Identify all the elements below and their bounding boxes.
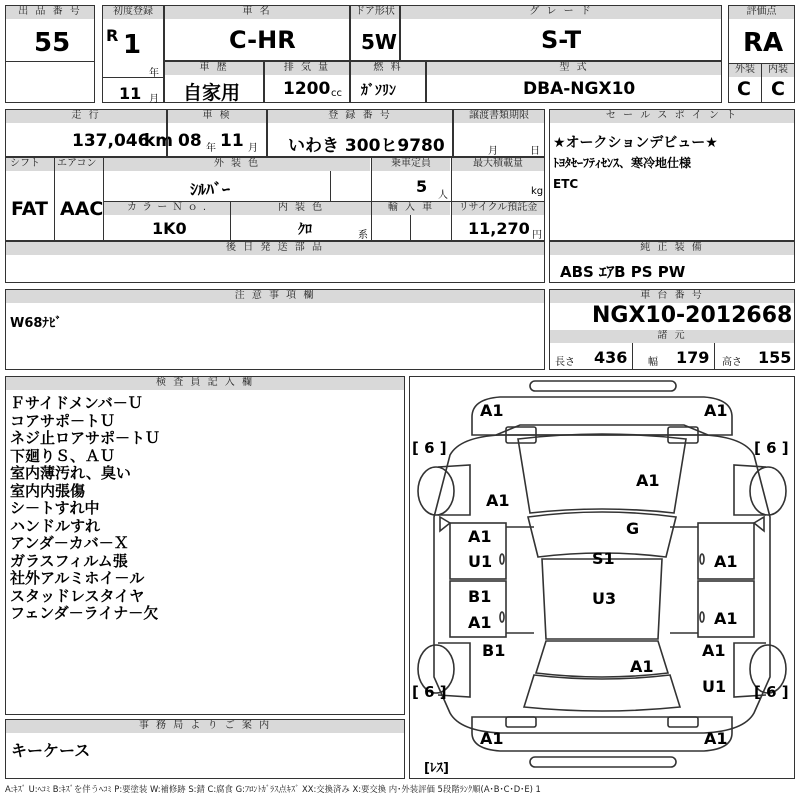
first-reg-era: R: [106, 26, 119, 45]
lot-number-box: [5, 5, 95, 103]
inspector-note: コアサポ－トＵ: [10, 411, 116, 430]
displacement-header: 排 気 量: [265, 62, 349, 75]
fuel-box: [350, 61, 426, 103]
diagram-no-spare: [ﾚｽ]: [424, 761, 449, 776]
diagram-front-right: A1: [704, 401, 728, 420]
chassis-header: 車 台 番 号: [550, 290, 794, 303]
ext-color-header: 外 装 色: [104, 158, 370, 171]
int-color-unit: 系: [358, 230, 368, 241]
width-value: 179: [676, 348, 710, 367]
first-reg-month: 11: [119, 84, 142, 103]
model-code: DBA-NGX10: [523, 79, 636, 99]
inspector-note: フェンダ－ライナ－欠: [10, 604, 159, 622]
first-reg-header: 初度登録: [103, 6, 163, 19]
first-registration-box: [102, 5, 164, 103]
first-reg-month-unit: 月: [149, 94, 159, 105]
first-reg-year: 1: [123, 30, 142, 60]
score-header: 評価点: [729, 6, 794, 19]
length-label: 長さ: [555, 357, 575, 368]
displacement-unit: cc: [331, 88, 342, 99]
inspector-note: 下廻りＳ、ＡＵ: [10, 446, 116, 465]
inspector-note: ガラスフィルム張: [10, 551, 128, 570]
max-load-header: 最大積載量: [452, 158, 544, 171]
transfer-month-unit: 月: [488, 146, 498, 157]
inspector-note: 室内薄汚れ、臭い: [10, 464, 131, 482]
later-parts-box: [5, 241, 545, 283]
recycle-header: リサイクル預託金: [452, 202, 544, 215]
recycle-value: 11,270: [468, 219, 530, 238]
exterior-header: 外装: [729, 64, 761, 77]
office-info: キーケース: [11, 741, 91, 760]
height-label: 高さ: [722, 357, 742, 368]
inspection-box: [167, 109, 267, 157]
diagram-tire-rl: [ 6 ]: [412, 683, 447, 701]
dims-header: 諸 元: [550, 330, 794, 343]
score: RA: [743, 28, 784, 58]
interior-header: 内装: [762, 64, 794, 77]
office-box: [5, 719, 405, 779]
notes-box: [5, 289, 545, 370]
diagram-rear-right: A1: [704, 729, 728, 748]
grade: S-T: [541, 26, 582, 54]
diagram-tire-rr: [ 6 ]: [754, 683, 789, 701]
interior-grade: C: [771, 78, 785, 100]
diagram-l-front-door: A1: [468, 527, 492, 546]
chassis-box: [549, 289, 795, 370]
sales-point-3: ETC: [553, 177, 579, 191]
inspection-header: 車 検: [168, 110, 266, 123]
ext-color: ｼﾙﾊﾞｰ: [190, 180, 231, 199]
diagram-tire-fl: [ 6 ]: [412, 439, 447, 457]
capacity-unit: 人: [438, 190, 448, 201]
grade-box: [400, 5, 722, 61]
car-name-box: [164, 5, 350, 61]
legend-text: A:ｷｽﾞ U:ﾍｺﾐ B:ｷｽﾞを伴うﾍｺﾐ P:要塗装 W:補修跡 S:錆 C:腐食 G:ﾌﾛﾝﾄｶﾞﾗｽ点ｷｽﾞ XX:交換済み X:要交換 内･外装評価 5段階ﾗﾝｸ順(A･B･C･D･E) 1: [5, 784, 541, 794]
transfer-deadline-box: [453, 109, 545, 157]
inspector-note: 社外アルミホイ－ル: [10, 569, 145, 587]
mileage-unit: km: [144, 131, 174, 151]
color-no-header: カ ラ ー Ｎ ｏ .: [104, 202, 230, 215]
registration-box: [267, 109, 453, 157]
shift-header: シフト: [6, 158, 54, 171]
inspector-note: 室内内張傷: [10, 481, 86, 500]
color-number: 1K0: [152, 219, 187, 238]
mileage-value: 137,046: [72, 131, 150, 151]
diagram-front-left: A1: [480, 401, 504, 420]
sales-point-2: ﾄﾖﾀｾｰﾌﾃｨｾﾝｽ、寒冷地仕様: [553, 156, 692, 170]
capacity-value: 5: [416, 177, 428, 196]
inspector-note: アンダ－カバ－Ｘ: [10, 534, 129, 552]
history-header: 車 歴: [165, 62, 263, 75]
notes-header: 注 意 事 項 欄: [6, 290, 544, 303]
first-reg-year-unit: 年: [149, 68, 159, 79]
exterior-grade: C: [737, 78, 751, 100]
inspection-year-unit: 年: [206, 143, 216, 154]
shift-type: FAT: [11, 198, 48, 220]
inspection-month-unit: 月: [248, 143, 258, 154]
car-diagram-box: [409, 376, 795, 779]
sales-point-1: ★オークションデビュー★: [553, 135, 718, 151]
inspector-note: シ－トすれ中: [10, 499, 100, 517]
chassis-number: NGX10-2012668: [592, 303, 793, 328]
capacity-header: 乗車定員: [372, 158, 450, 171]
inspector-note: ハンドルすれ: [10, 516, 101, 535]
mileage-header: 走 行: [6, 110, 166, 123]
model-code-header: 型 式: [427, 62, 721, 75]
displacement-value: 1200: [283, 79, 331, 99]
inspection-month: 11: [220, 131, 244, 151]
int-color: ｸﾛ: [298, 222, 312, 238]
genuine-header: 純 正 装 備: [550, 242, 794, 255]
notes-text: W68ﾅﾋﾞ: [10, 316, 62, 331]
diagram-roof: S1: [592, 549, 615, 568]
sales-points-box: [549, 109, 795, 241]
diagram-l-rear-door: B1: [468, 587, 492, 606]
diagram-r-rear-fender: A1: [702, 641, 726, 660]
width-label: 幅: [648, 357, 658, 368]
length-value: 436: [594, 348, 628, 367]
diagram-r-front-door: A1: [714, 552, 738, 571]
import-header: 輸 入 車: [372, 202, 450, 215]
car-name-header: 車 名: [165, 6, 349, 19]
spec-block: [5, 157, 545, 241]
score-box: [728, 5, 795, 103]
transfer-deadline-header: 譲渡書類期限: [454, 110, 544, 123]
car-diagram-outline: [410, 377, 794, 778]
diagram-hood-left: A1: [486, 491, 510, 510]
later-parts-header: 後 日 発 送 部 品: [6, 242, 544, 255]
genuine-equipment: ABS ｴｱB PS PW: [560, 263, 686, 281]
history-box: [164, 61, 264, 103]
aircon-type: AAC: [60, 198, 104, 220]
office-header: 事 務 局 よ り ご 案 内: [6, 720, 404, 733]
car-name: C-HR: [229, 26, 296, 54]
height-value: 155: [758, 348, 792, 367]
diagram-roof-rear: U3: [592, 589, 617, 608]
lot-number: 55: [34, 28, 71, 58]
diagram-tire-fr: [ 6 ]: [754, 439, 789, 457]
sales-points-header: セ ー ル ス ポ イ ン ト: [550, 110, 794, 123]
diagram-l-rear-sill: A1: [468, 613, 492, 632]
genuine-box: [549, 241, 795, 283]
door-type: 5W: [361, 30, 397, 54]
diagram-l-rear-fender: B1: [482, 641, 506, 660]
aircon-header: エアコン: [55, 158, 103, 171]
diagram-windshield: G: [626, 519, 640, 538]
diagram-r-rear-quarter: U1: [702, 677, 727, 696]
diagram-r-rear-door: A1: [714, 609, 738, 628]
diagram-trunk: A1: [630, 657, 654, 676]
registration-number: いわき 300ヒ9780: [288, 136, 445, 156]
max-load-unit: kg: [531, 186, 544, 197]
inspector-note: スタッドレスタイヤ: [10, 586, 145, 605]
inspector-note: Ｆサイドメンバ－Ｕ: [10, 394, 143, 412]
model-code-box: [426, 61, 722, 103]
transfer-day-unit: 日: [530, 146, 540, 157]
inspection-year: 08: [178, 131, 202, 151]
int-color-header: 内 装 色: [231, 202, 371, 215]
fuel-header: 燃 料: [351, 62, 425, 75]
vehicle-history: 自家用: [183, 82, 241, 104]
door-header: ドア形状: [351, 6, 399, 19]
inspector-header: 検 査 員 記 入 欄: [6, 377, 404, 390]
registration-header: 登 録 番 号: [268, 110, 452, 123]
recycle-unit: 円: [532, 230, 542, 241]
diagram-l-front-sill: U1: [468, 552, 493, 571]
mileage-box: [5, 109, 174, 157]
lot-number-header: 出 品 番 号: [6, 6, 94, 19]
fuel-type: ｶﾞｿﾘﾝ: [361, 83, 396, 99]
inspector-note: ネジ止ロアサポ－トＵ: [10, 429, 161, 447]
grade-header: グ レ ー ド: [401, 6, 721, 19]
displacement-box: [264, 61, 350, 103]
inspector-box: [5, 376, 405, 715]
door-box: [350, 5, 400, 61]
diagram-rear-left: A1: [480, 729, 504, 748]
diagram-hood-right: A1: [636, 471, 660, 490]
